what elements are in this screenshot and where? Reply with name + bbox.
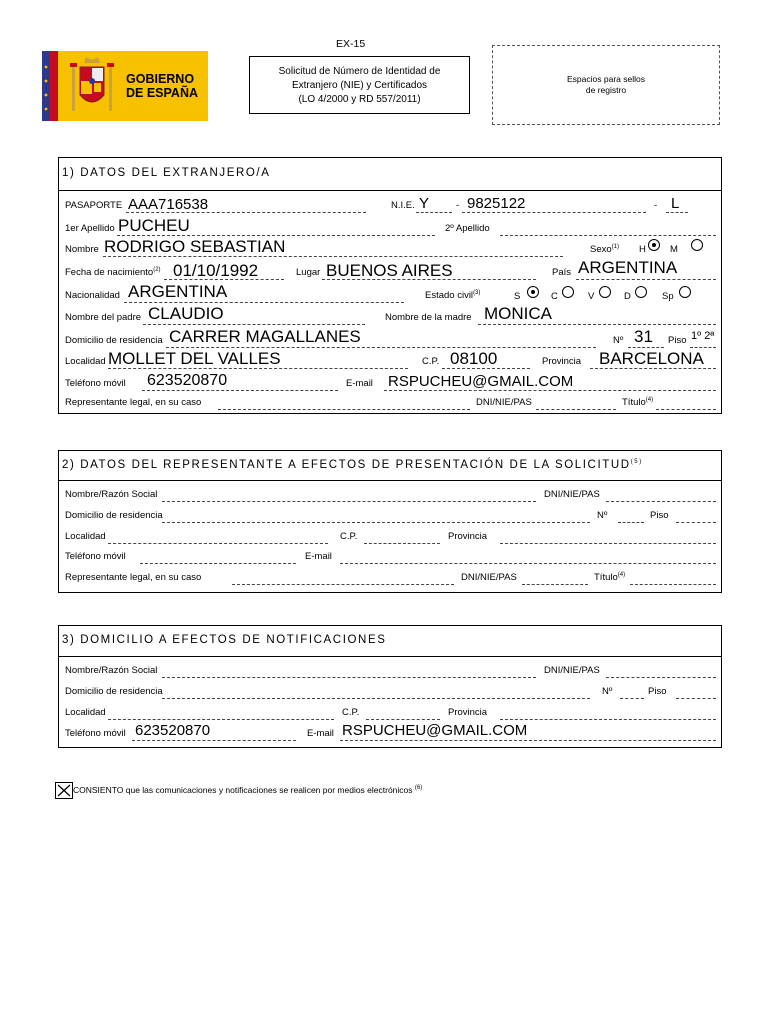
provincia-field[interactable]: [590, 368, 716, 369]
numero-value: 31: [634, 327, 653, 346]
s2-email-field[interactable]: [340, 563, 716, 564]
cp-field[interactable]: [442, 368, 530, 369]
localidad-field[interactable]: [108, 368, 408, 369]
estado-c-radio[interactable]: [562, 286, 574, 298]
s3-nombre-label: Nombre/Razón Social: [65, 665, 158, 676]
domicilio-value: CARRER MAGALLANES: [169, 327, 361, 346]
stamp-text-line1: Espacios para sellos: [567, 74, 645, 84]
estado-civil-label: Estado civil$^{(3)}$: [425, 290, 481, 302]
nie-letter-field[interactable]: [416, 212, 452, 213]
section1-title: 1) DATOS DEL EXTRANJERO/A: [62, 167, 271, 179]
titulo-field[interactable]: [656, 409, 716, 410]
telefono-field[interactable]: [142, 390, 338, 391]
provincia-value: BARCELONA: [599, 349, 704, 368]
s2-telefono-label: Teléfono móvil: [65, 551, 126, 562]
flag-stripes-icon: [42, 51, 66, 121]
s3-domicilio-label: Domicilio de residencia: [65, 686, 163, 697]
form-title-line3: (LO 4/2000 y RD 557/2011): [298, 94, 421, 105]
estado-s-radio[interactable]: [527, 286, 539, 298]
nie-dash2-label: -: [654, 200, 658, 211]
localidad-value: MOLLET DEL VALLES: [108, 349, 281, 368]
apellido2-label: 2º Apellido: [445, 223, 490, 234]
logo-text-line1: GOBIERNO: [126, 72, 195, 86]
pasaporte-label: PASAPORTE: [65, 200, 123, 211]
check-x-icon: [56, 783, 72, 798]
s2-representante-label: Representante legal, en su caso: [65, 572, 202, 583]
s2-cp-field[interactable]: [364, 543, 440, 544]
sexo-m-radio[interactable]: [691, 239, 703, 251]
domicilio-label: Domicilio de residencia: [65, 335, 163, 346]
section3-title: 3) DOMICILIO A EFECTOS DE NOTIFICACIONES: [62, 634, 387, 646]
consent-checkbox[interactable]: [55, 782, 73, 799]
s2-numero-label: Nº: [597, 510, 608, 521]
s3-localidad-field[interactable]: [108, 719, 334, 720]
padre-label: Nombre del padre: [65, 312, 142, 323]
s3-telefono-value: 623520870: [135, 722, 211, 739]
consent-text: CONSIENTO que las comunicaciones y notificaciones se realicen por medios electrónicos $^{(6)}$: [73, 785, 423, 795]
s2-representante-field[interactable]: [232, 584, 454, 585]
s2-domicilio-label: Domicilio de residencia: [65, 510, 163, 521]
form-title-box: [249, 56, 470, 114]
s2-rep-dni-field[interactable]: [522, 584, 588, 585]
section2-title-divider: [58, 480, 722, 481]
estado-s-label: S: [514, 291, 521, 302]
lugar-value: BUENOS AIRES: [326, 261, 453, 280]
nie-check-value: L: [671, 195, 680, 212]
madre-label: Nombre de la madre: [385, 312, 472, 323]
representante-field[interactable]: [218, 409, 470, 410]
s3-email-label: E-mail: [307, 728, 334, 739]
s2-rep-dni-label: DNI/NIE/PAS: [461, 572, 517, 583]
madre-field[interactable]: [478, 324, 716, 325]
sexo-h-label: H: [639, 244, 646, 255]
pais-value: ARGENTINA: [578, 258, 678, 277]
s3-numero-field[interactable]: [620, 698, 644, 699]
s3-numero-label: Nº: [602, 686, 613, 697]
apellido1-value: PUCHEU: [118, 216, 190, 235]
titulo-label: Título$^{(4)}$: [622, 397, 654, 409]
cp-value: 08100: [450, 349, 498, 368]
estado-v-radio[interactable]: [599, 286, 611, 298]
s2-numero-field[interactable]: [618, 522, 644, 523]
section1-title-divider: [58, 190, 722, 191]
section2-title: 2) DATOS DEL REPRESENTANTE A EFECTOS DE PRESENTACIÓN DE LA SOLICITUD$^{(5)}$: [62, 459, 643, 471]
nombre-field[interactable]: [103, 256, 563, 257]
registry-stamp-box: [492, 45, 720, 125]
s3-cp-label: C.P.: [342, 707, 360, 718]
apellido1-label: 1er Apellido: [65, 223, 115, 234]
estado-d-label: D: [624, 291, 631, 302]
nacionalidad-value: ARGENTINA: [128, 282, 228, 301]
domicilio-field[interactable]: [166, 347, 596, 348]
nombre-label: Nombre: [65, 244, 99, 255]
representante-dni-field[interactable]: [536, 409, 616, 410]
provincia-label: Provincia: [542, 356, 582, 367]
telefono-label: Teléfono móvil: [65, 378, 126, 389]
s3-provincia-field[interactable]: [500, 719, 716, 720]
nie-number-field[interactable]: [462, 212, 646, 213]
estado-d-radio[interactable]: [635, 286, 647, 298]
form-title-line1: Solicitud de Número de Identidad de: [278, 66, 441, 77]
s2-domicilio-field[interactable]: [162, 522, 590, 523]
pais-label: País: [552, 267, 572, 278]
s2-piso-field[interactable]: [676, 522, 716, 523]
coat-of-arms-icon: [68, 55, 116, 117]
email-label: E-mail: [346, 378, 373, 389]
nie-dash-label: -: [456, 200, 460, 211]
s3-dni-label: DNI/NIE/PAS: [544, 665, 600, 676]
s2-localidad-label: Localidad: [65, 531, 106, 542]
piso-label: Piso: [668, 335, 687, 346]
s3-email-field[interactable]: [340, 740, 716, 741]
nacionalidad-label: Nacionalidad: [65, 290, 120, 301]
s2-cp-label: C.P.: [340, 531, 358, 542]
form-title-line2: Extranjero (NIE) y Certificados: [291, 80, 428, 91]
apellido1-field[interactable]: [117, 235, 435, 236]
s3-domicilio-field[interactable]: [162, 698, 590, 699]
fecha-value: 01/10/1992: [173, 261, 259, 280]
estado-sp-label: Sp: [662, 291, 674, 302]
email-field[interactable]: [384, 390, 716, 391]
s2-email-label: E-mail: [305, 551, 332, 562]
pais-field[interactable]: [576, 279, 716, 280]
sexo-h-radio[interactable]: [648, 239, 660, 251]
localidad-label: Localidad: [65, 356, 106, 367]
s2-titulo-field[interactable]: [630, 584, 716, 585]
apellido2-field[interactable]: [500, 235, 716, 236]
pasaporte-value: AAA716538: [128, 196, 209, 213]
sexo-m-label: M: [670, 244, 678, 255]
nombre-value: RODRIGO SEBASTIAN: [104, 237, 286, 256]
padre-field[interactable]: [143, 324, 365, 325]
s2-telefono-field[interactable]: [140, 563, 296, 564]
s2-piso-label: Piso: [650, 510, 669, 521]
numero-label: Nº: [613, 335, 624, 346]
cp-label: C.P.: [422, 356, 440, 367]
lugar-label: Lugar: [296, 267, 321, 278]
s2-provincia-label: Provincia: [448, 531, 488, 542]
s3-provincia-label: Provincia: [448, 707, 488, 718]
s2-titulo-label: Título$^{(4)}$: [594, 572, 626, 584]
telefono-value: 623520870: [147, 372, 228, 389]
section3-title-divider: [58, 656, 722, 657]
s2-localidad-field[interactable]: [108, 543, 328, 544]
government-logo: [42, 51, 208, 121]
s2-dni-label: DNI/NIE/PAS: [544, 489, 600, 500]
s2-nombre-field[interactable]: [162, 501, 536, 502]
nie-label: N.I.E.: [391, 200, 415, 211]
s3-localidad-label: Localidad: [65, 707, 106, 718]
stamp-text-line2: de registro: [585, 85, 627, 95]
s2-provincia-field[interactable]: [500, 543, 716, 544]
representante-dni-label: DNI/NIE/PAS: [476, 397, 532, 408]
piso-value: 1º 2ª: [691, 330, 715, 342]
s2-nombre-label: Nombre/Razón Social: [65, 489, 158, 500]
fecha-label: Fecha de nacimiento$^{(2)}$: [65, 267, 161, 279]
madre-value: MONICA: [484, 304, 552, 323]
s3-nombre-field[interactable]: [162, 677, 536, 678]
s3-piso-field[interactable]: [676, 698, 716, 699]
sexo-label: Sexo$^{(1)}$: [590, 244, 619, 256]
estado-sp-radio[interactable]: [679, 286, 691, 298]
s2-dni-field[interactable]: [606, 501, 716, 502]
s3-telefono-field[interactable]: [132, 740, 296, 741]
piso-field[interactable]: [690, 347, 716, 348]
nacionalidad-field[interactable]: [124, 302, 404, 303]
s3-telefono-label: Teléfono móvil: [65, 728, 126, 739]
nie-number-value: 9825122: [467, 195, 526, 212]
s3-piso-label: Piso: [648, 686, 667, 697]
padre-value: CLAUDIO: [148, 304, 224, 323]
nie-check-field[interactable]: [666, 212, 688, 213]
estado-v-label: V: [588, 291, 595, 302]
s3-email-value: RSPUCHEU@GMAIL.COM: [342, 722, 528, 739]
representante-label: Representante legal, en su caso: [65, 397, 202, 408]
numero-field[interactable]: [628, 347, 664, 348]
estado-c-label: C: [551, 291, 558, 302]
form-code: EX-15: [336, 38, 366, 50]
s3-dni-field[interactable]: [606, 677, 716, 678]
logo-text-line2: DE ESPAÑA: [126, 86, 199, 100]
nie-letter-value: Y: [419, 195, 430, 212]
email-value: RSPUCHEU@GMAIL.COM: [388, 373, 574, 390]
s3-cp-field[interactable]: [366, 719, 440, 720]
